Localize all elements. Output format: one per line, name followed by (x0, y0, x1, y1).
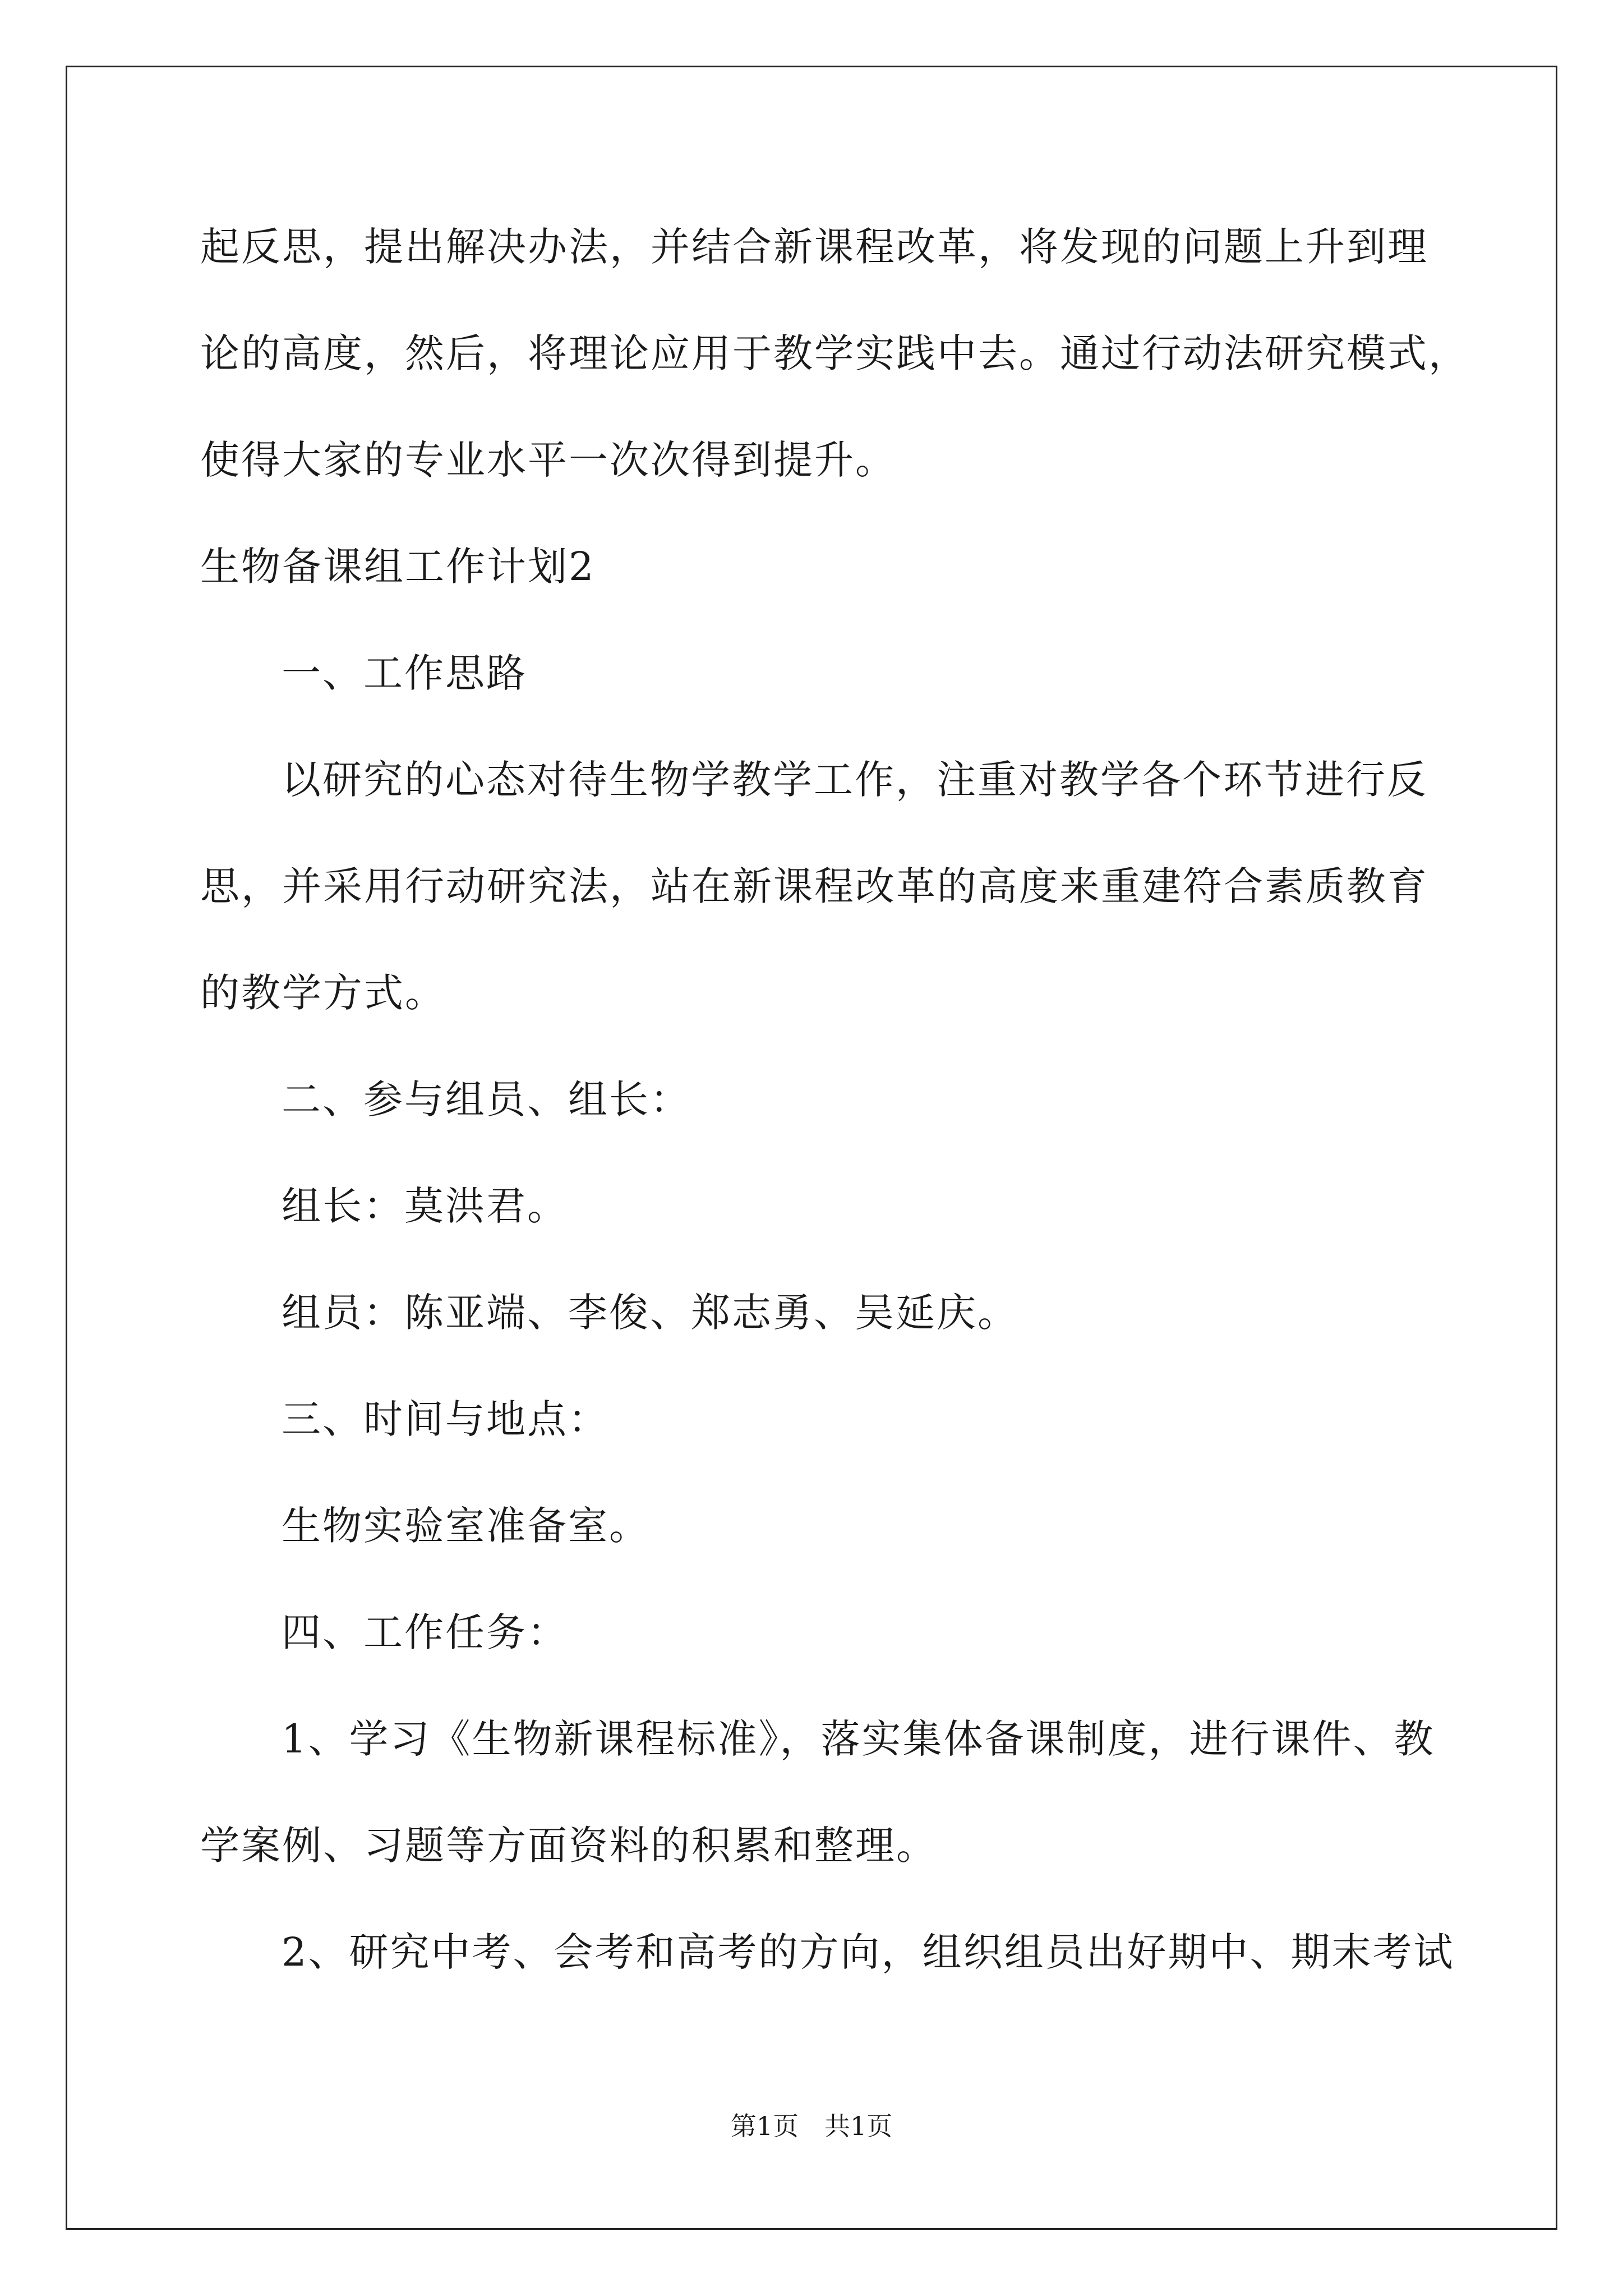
paragraph-line: 使得大家的专业水平一次次得到提升。 (200, 437, 896, 483)
group-members-line: 组员：陈亚端、李俊、郑志勇、吴延庆。 (282, 1290, 1018, 1336)
heading-members: 二、参与组员、组长： (282, 1076, 691, 1122)
page-number-footer: 第1页 共1页 (730, 2111, 893, 2141)
heading-time-place: 三、时间与地点： (282, 1396, 609, 1442)
paragraph-line: 思，并采用行动研究法，站在新课程改革的高度来重建符合素质教育 (200, 863, 1428, 909)
paragraph-line: 起反思，提出解决办法，并结合新课程改革，将发现的问题上升到理 (200, 224, 1428, 270)
place-line: 生物实验室准备室。 (282, 1503, 650, 1549)
group-leader-line: 组长：莫洪君。 (282, 1183, 568, 1229)
paragraph-line: 学案例、习题等方面资料的积累和整理。 (200, 1823, 937, 1869)
paragraph-line: 的教学方式。 (200, 970, 446, 1016)
heading-work-ideas: 一、工作思路 (282, 650, 527, 696)
section-title: 生物备课组工作计划2 (200, 544, 596, 590)
task-item-1: 1、学习《生物新课程标准》，落实集体备课制度，进行课件、教 (282, 1716, 1435, 1762)
paragraph-line: 论的高度，然后，将理论应用于教学实践中去。通过行动法研究模式， (200, 330, 1469, 376)
task-item-2: 2、研究中考、会考和高考的方向，组织组员出好期中、期末考试 (282, 1929, 1455, 1975)
page-border (66, 66, 1557, 2230)
heading-tasks: 四、工作任务： (282, 1609, 568, 1655)
paragraph-line: 以研究的心态对待生物学教学工作，注重对教学各个环节进行反 (282, 757, 1428, 803)
